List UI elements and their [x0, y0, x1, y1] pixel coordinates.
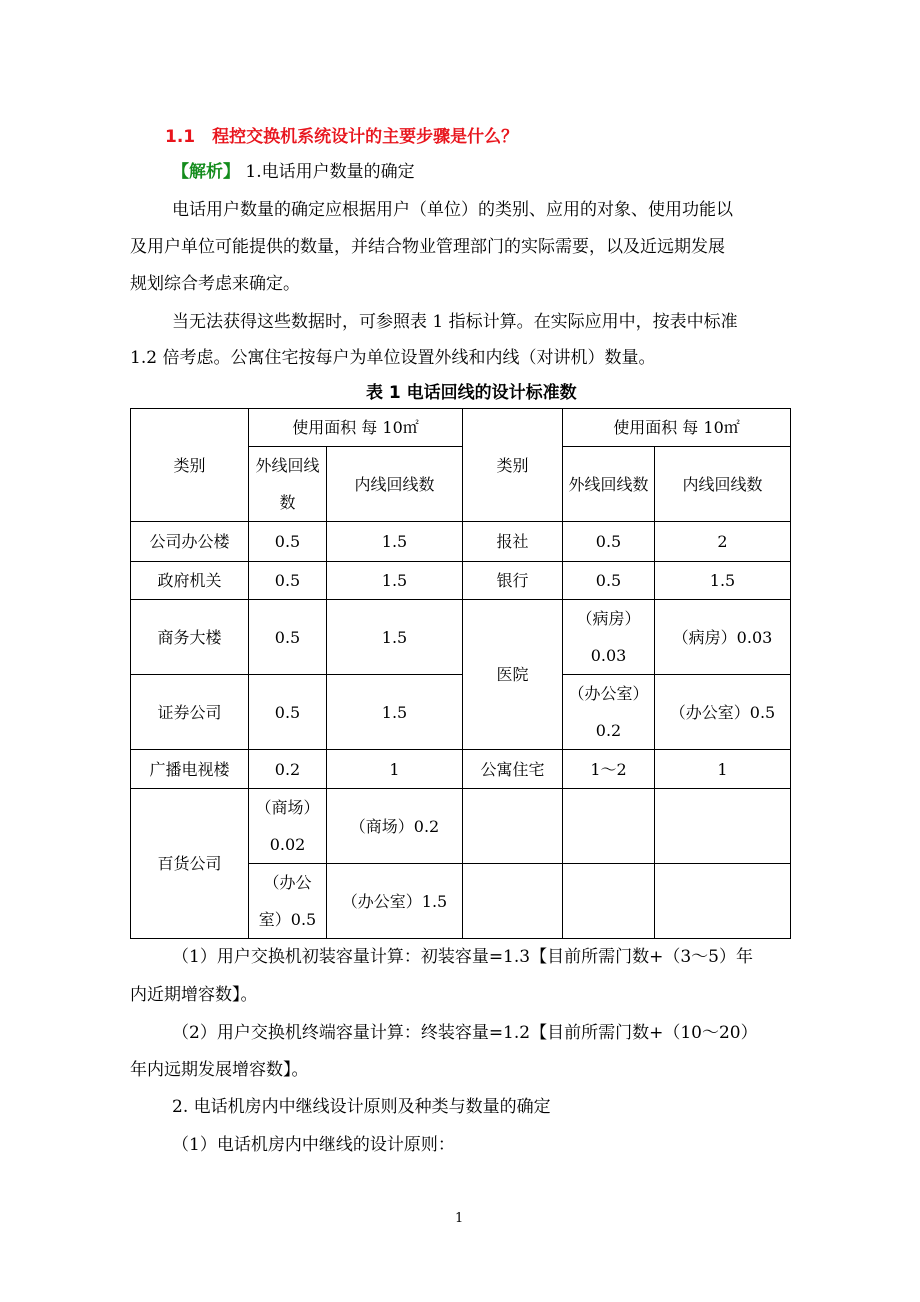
section2-subtitle: （1）电话机房内中继线的设计原则： — [172, 1135, 455, 1155]
cell: 1～2 — [563, 750, 655, 789]
cell: 0.5 — [249, 522, 327, 562]
section2-title: 2. 电话机房内中继线设计原则及种类与数量的确定 — [172, 1097, 551, 1117]
cell: 商务大楼 — [131, 600, 249, 675]
cell: 百货公司 — [131, 789, 249, 939]
cell: 证券公司 — [131, 675, 249, 750]
cell: 报社 — [463, 522, 563, 562]
cell: 1.5 — [327, 522, 463, 562]
cell — [563, 789, 655, 864]
para1-line: 电话用户数量的确定应根据用户（单位）的类别、应用的对象、使用功能以 — [172, 200, 733, 220]
cell: （病房）0.03 — [655, 600, 791, 675]
phone-line-table — [130, 408, 791, 939]
cell — [655, 864, 791, 939]
cell: 0.5 — [249, 675, 327, 750]
cell: 0.5 — [563, 522, 655, 562]
cell: （办公室）1.5 — [327, 864, 463, 939]
cell: 广播电视楼 — [131, 750, 249, 789]
cell: （办公室）0.2 — [563, 675, 655, 750]
cell: （商场）0.02 — [249, 789, 327, 864]
header-area: 使用面积 每 10㎡ — [563, 409, 791, 447]
cell: 银行 — [463, 562, 563, 600]
cell: （办公室）0.5 — [655, 675, 791, 750]
cell: 1 — [327, 750, 463, 789]
cell: 1 — [655, 750, 791, 789]
section1-title: 1.电话用户数量的确定 — [245, 162, 415, 182]
cell: 公寓住宅 — [463, 750, 563, 789]
header-outer: 外线回线数 — [563, 447, 655, 522]
cell: 医院 — [463, 600, 563, 750]
header-category: 类别 — [463, 409, 563, 522]
cell: 政府机关 — [131, 562, 249, 600]
cell — [463, 789, 563, 864]
cell: （病房）0.03 — [563, 600, 655, 675]
cell — [563, 864, 655, 939]
cell: 1.5 — [327, 675, 463, 750]
header-inner: 内线回线数 — [327, 447, 463, 522]
table-caption: 表 1 电话回线的设计标准数 — [366, 383, 577, 403]
formula2-line: （2）用户交换机终端容量计算：终装容量=1.2【目前所需门数+（10～20） — [172, 1023, 758, 1043]
cell: 公司办公楼 — [131, 522, 249, 562]
header-area: 使用面积 每 10㎡ — [249, 409, 463, 447]
cell: （办公室）0.5 — [249, 864, 327, 939]
cell: 2 — [655, 522, 791, 562]
formula1-line: （1）用户交换机初装容量计算：初装容量=1.3【目前所需门数+（3～5）年 — [172, 947, 753, 967]
cell: 0.5 — [563, 562, 655, 600]
cell — [463, 864, 563, 939]
header-inner: 内线回线数 — [655, 447, 791, 522]
cell: 0.5 — [249, 562, 327, 600]
analysis-line — [172, 161, 415, 183]
cell: 0.5 — [249, 600, 327, 675]
para2-line: 1.2 倍考虑。公寓住宅按每户为单位设置外线和内线（对讲机）数量。 — [130, 348, 656, 368]
cell: 1.5 — [327, 562, 463, 600]
formula1-line: 内近期增容数】。 — [130, 985, 258, 1005]
cell: （商场）0.2 — [327, 789, 463, 864]
cell: 0.2 — [249, 750, 327, 789]
cell — [655, 789, 791, 864]
question-heading: 1.1 程控交换机系统设计的主要步骤是什么？ — [165, 127, 519, 147]
para1-line: 规划综合考虑来确定。 — [130, 274, 300, 294]
page-number: 1 — [455, 1211, 464, 1226]
header-outer: 外线回线数 — [249, 447, 327, 522]
formula2-line: 年内远期发展增容数】。 — [130, 1060, 309, 1080]
header-category: 类别 — [131, 409, 249, 522]
cell: 1.5 — [327, 600, 463, 675]
analysis-tag: 【解析】 — [172, 162, 240, 182]
cell: 1.5 — [655, 562, 791, 600]
para2-line: 当无法获得这些数据时，可参照表 1 指标计算。在实际应用中，按表中标准 — [172, 312, 738, 332]
para1-line: 及用户单位可能提供的数量，并结合物业管理部门的实际需要，以及近远期发展 — [130, 237, 725, 257]
